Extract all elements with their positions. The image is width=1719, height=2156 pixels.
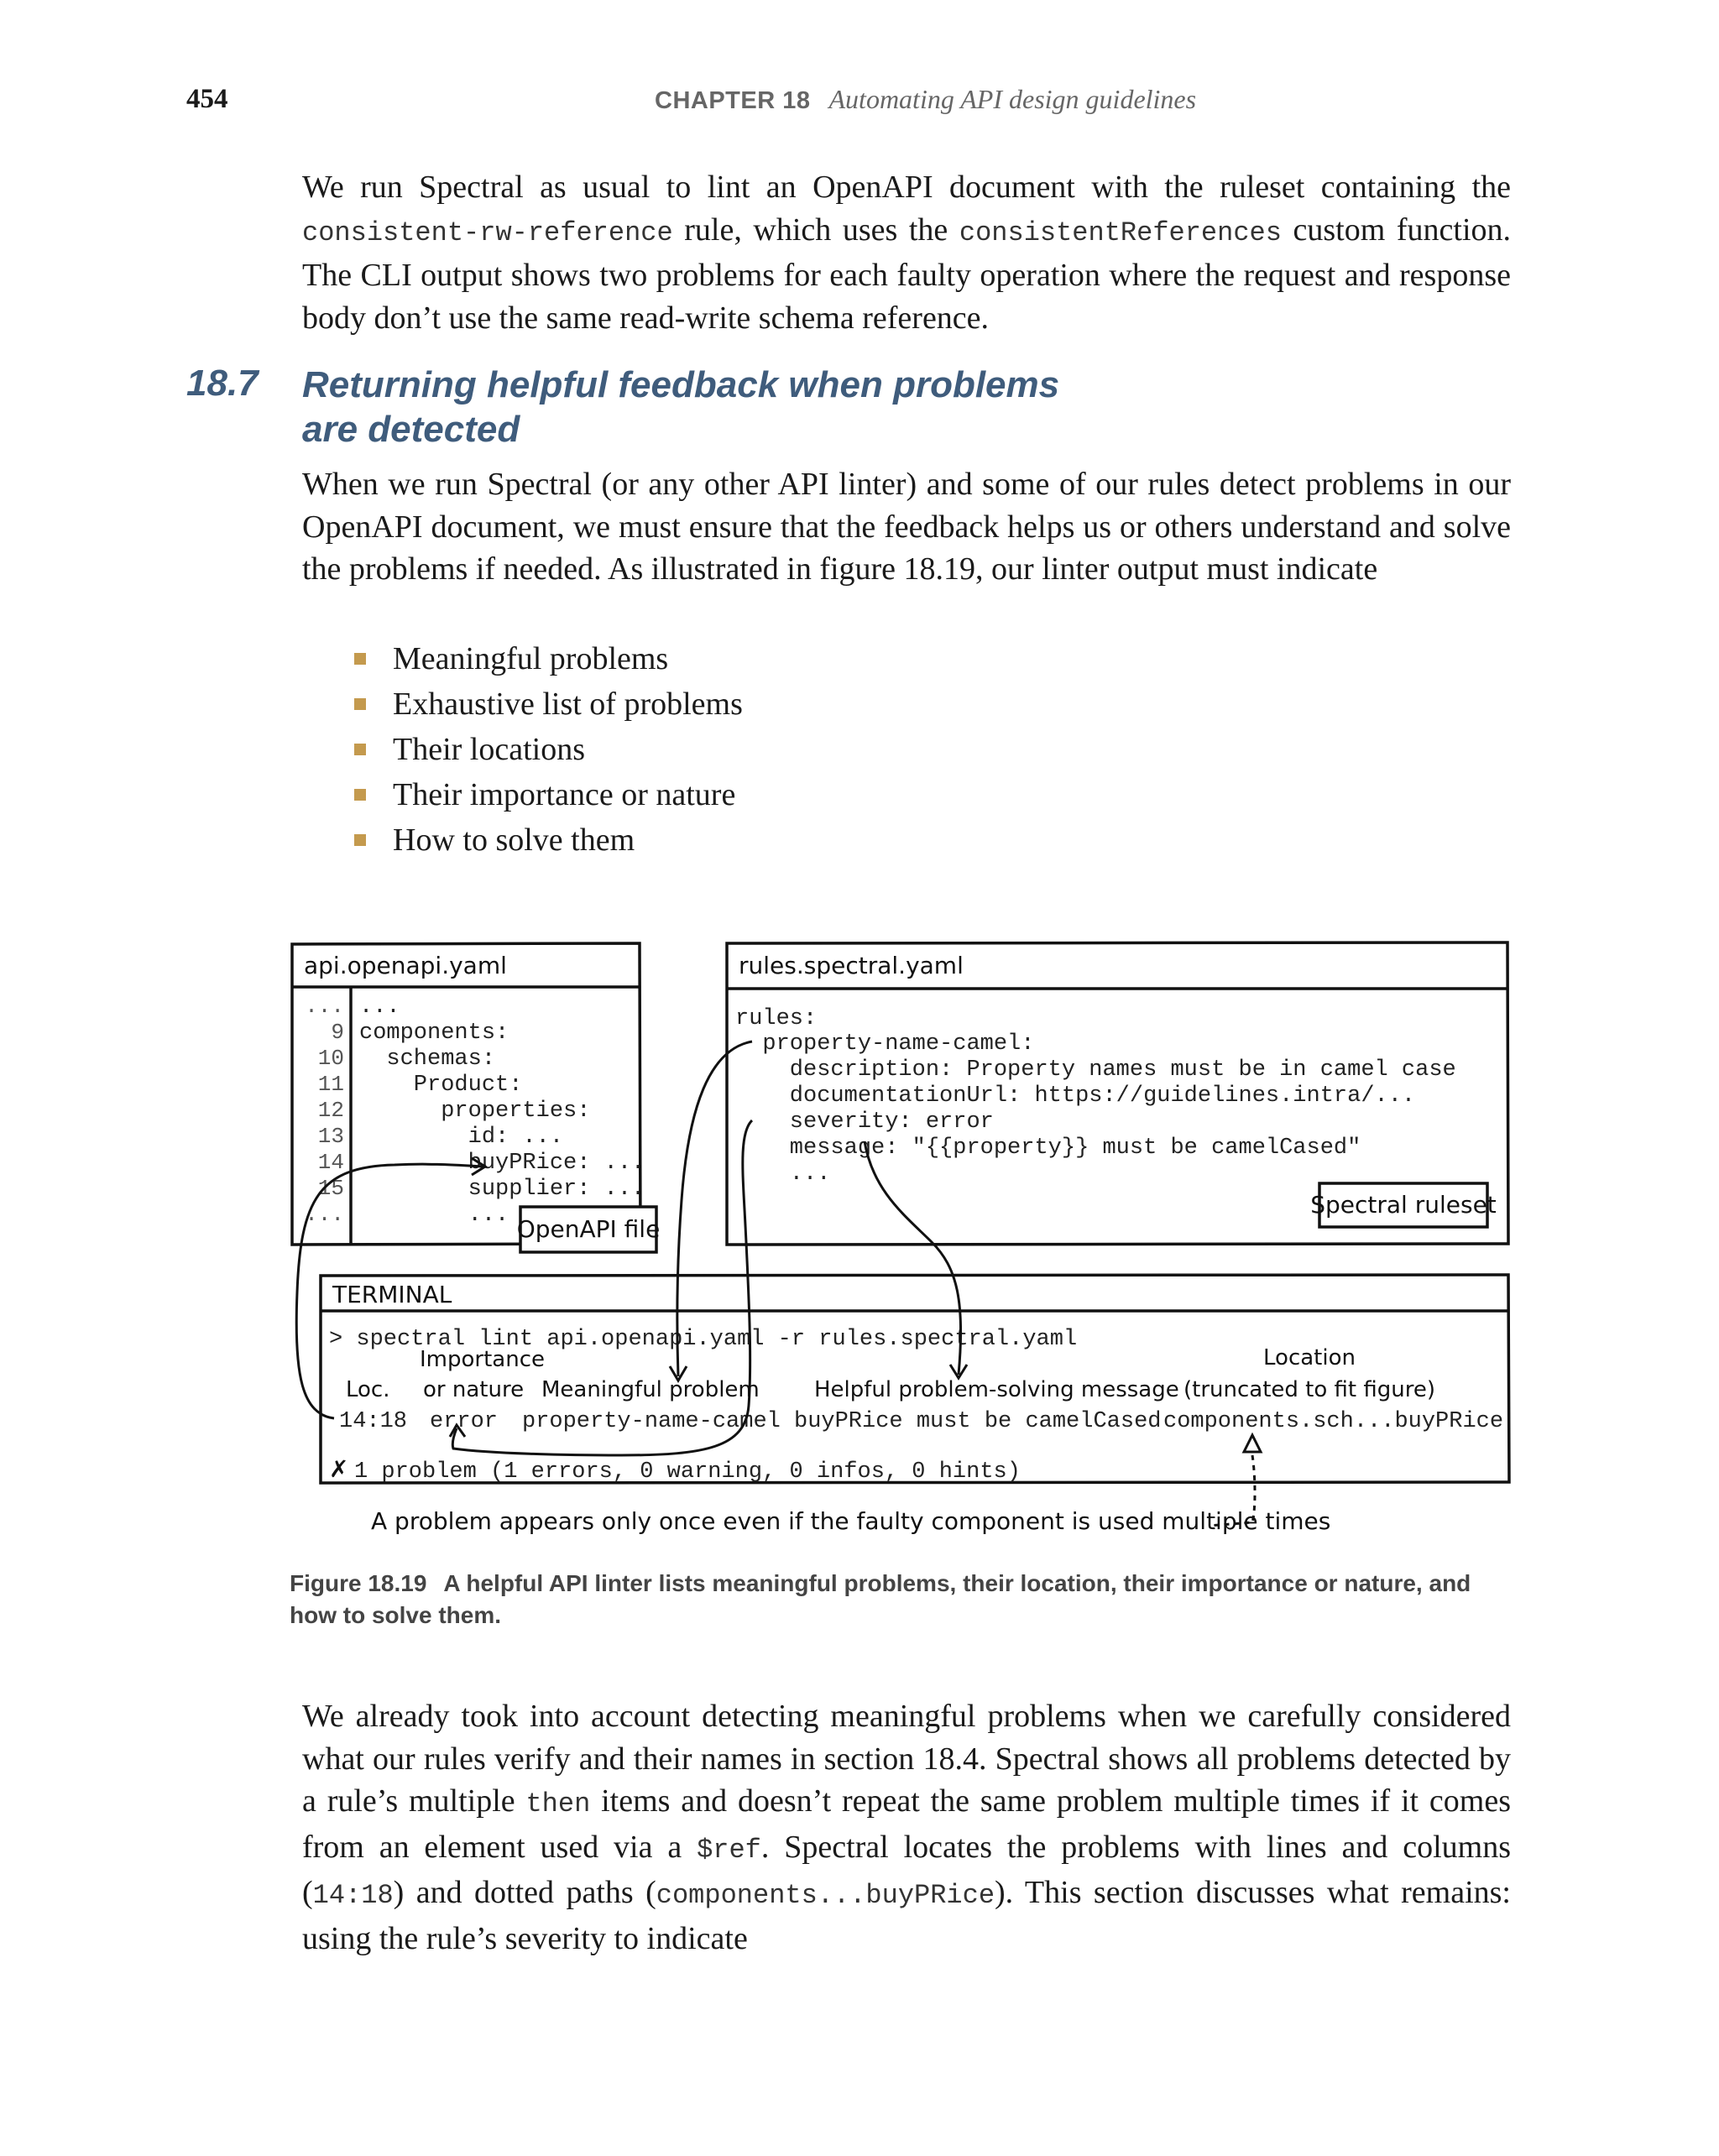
- openapi-line-numbers: [305, 994, 344, 1227]
- line-number: 14: [317, 1150, 344, 1175]
- code-line: supplier: ...: [359, 1177, 645, 1202]
- code-line: Product:: [359, 1073, 523, 1098]
- result-path: components.sch...buyPRice: [1163, 1409, 1504, 1434]
- line-number: 13: [317, 1124, 344, 1149]
- column-problem: Meaningful problem: [541, 1377, 760, 1402]
- code-line: schemas:: [359, 1047, 496, 1072]
- column-message: Helpful problem-solving message: [814, 1377, 1179, 1402]
- ruleset-panel: [727, 942, 1508, 1245]
- bullet-list: [351, 636, 743, 863]
- square-bullet-icon: [354, 744, 366, 755]
- openapi-file-label: OpenAPI file: [516, 1215, 661, 1243]
- square-bullet-icon: [354, 789, 366, 801]
- intro-text-2: rule, which uses the: [672, 211, 959, 248]
- line-number: 15: [317, 1176, 344, 1201]
- ruleset-file-title: rules.spectral.yaml: [739, 952, 964, 979]
- chapter-title: Automating API design guidelines: [828, 84, 1197, 114]
- square-bullet-icon: [354, 698, 366, 710]
- result-loc: 14:18: [339, 1409, 408, 1434]
- list-item: How to solve them: [351, 817, 743, 863]
- column-importance-1: Importance: [420, 1347, 545, 1372]
- code-line: buyPRice: ...: [359, 1151, 645, 1176]
- list-item: Exhaustive list of problems: [351, 681, 743, 727]
- code-line: properties:: [359, 1099, 591, 1124]
- ruleset-label: Spectral ruleset: [1310, 1191, 1497, 1219]
- ruleset-line: rules:: [735, 1006, 818, 1031]
- intro-text-3: custom function. The CLI output shows two problems for each faulty operation where the request and response body don’t use the same read-write schema reference.: [302, 211, 1511, 336]
- terminal-command: > spectral lint api.openapi.yaml -r rules.spectral.yaml: [329, 1327, 1078, 1352]
- figure-caption: [290, 1568, 1507, 1631]
- ruleset-line: documentationUrl: https://guidelines.intra/...: [735, 1083, 1416, 1109]
- result-severity: error: [430, 1409, 499, 1434]
- line-number: ...: [305, 1202, 344, 1227]
- square-bullet-icon: [354, 653, 366, 665]
- code-path: components...buyPRice: [656, 1880, 995, 1911]
- openapi-code: [359, 994, 645, 1228]
- code-ref: $ref: [697, 1834, 761, 1866]
- code-line: ...: [359, 1203, 509, 1228]
- ruleset-line: property-name-camel:: [735, 1031, 1035, 1057]
- code-then: then: [525, 1788, 591, 1819]
- intro-code-function: consistentReferences: [959, 217, 1282, 248]
- code-location: 14:18: [312, 1880, 394, 1911]
- line-number: ...: [305, 994, 344, 1019]
- list-item: Their importance or nature: [351, 772, 743, 817]
- section-paragraph: When we run Spectral (or any other API linter) and some of our rules detect problems in our OpenAPI document, we must ensure that the feedback helps us or others understand and solve the problems if needed. As illustrated in figure 18.19, our linter output must indicate: [302, 467, 1511, 587]
- openapi-file-panel: [292, 943, 660, 1252]
- line-number: 10: [317, 1046, 344, 1071]
- intro-code-rule: consistent-rw-reference: [302, 217, 673, 248]
- ruleset-line: severity: error: [735, 1109, 994, 1135]
- code-line: components:: [359, 1021, 509, 1046]
- code-line: id: ...: [359, 1125, 564, 1150]
- column-location-2: (truncated to fit figure): [1183, 1377, 1435, 1402]
- chapter-label: CHAPTER 18: [655, 87, 811, 114]
- section-title-line-1: Returning helpful feedback when problems: [302, 364, 1060, 405]
- section-title-line-2: are detected: [302, 409, 520, 450]
- figure-18-19: [285, 923, 1528, 1561]
- result-message: buyPRice must be camelCased: [794, 1409, 1162, 1434]
- list-item: Their locations: [351, 727, 743, 772]
- ruleset-line: description: Property names must be in camel case: [735, 1057, 1456, 1083]
- intro-paragraph: [302, 166, 1511, 339]
- page-number: 454: [186, 84, 228, 114]
- section-number: 18.7: [186, 363, 259, 404]
- section-title: [302, 363, 1309, 452]
- code-line: ...: [359, 994, 400, 1020]
- ruleset-line: ...: [735, 1162, 831, 1187]
- figure-note: A problem appears only once even if the faulty component is used multiple times: [371, 1507, 1331, 1535]
- terminal-summary: 1 problem (1 errors, 0 warning, 0 infos, 0 hints): [354, 1459, 1021, 1485]
- line-number: 11: [317, 1072, 344, 1097]
- figure-caption-label: Figure 18.19: [290, 1570, 427, 1596]
- column-importance-2: or nature: [423, 1377, 525, 1402]
- line-number: 9: [331, 1020, 344, 1045]
- result-rule: property-name-camel: [522, 1409, 781, 1434]
- line-number: 12: [317, 1098, 344, 1123]
- intro-text-1: We run Spectral as usual to lint an OpenAPI document with the ruleset containing the: [302, 170, 1511, 205]
- list-item: Meaningful problems: [351, 636, 743, 681]
- column-loc: Loc.: [346, 1377, 390, 1402]
- ruleset-line: message: "{{property}} must be camelCased": [735, 1135, 1361, 1161]
- running-head: [655, 84, 1196, 115]
- square-bullet-icon: [354, 834, 366, 846]
- column-location-1: Location: [1263, 1345, 1356, 1370]
- terminal-title: TERMINAL: [332, 1281, 452, 1308]
- figure-caption-text: A helpful API linter lists meaningful problems, their location, their importance or nature, and how to solve them.: [290, 1570, 1471, 1628]
- error-x-icon: ✗: [329, 1455, 349, 1483]
- openapi-file-title: api.openapi.yaml: [304, 952, 507, 979]
- closing-paragraph: We already took into account detecting meaningful problems when we carefully considered what our rules verify and their names in section 18.4. Spectral shows all problems detected by a rule’s multiple then items and doesn’t repeat the same problem multiple times if it comes from an element used via a $ref. Spectral locates the problems with lines and columns (14:18) and dotted paths (components...buyPRice). This section discusses what remains: using the rule’s severity to indicate: [302, 1699, 1511, 1956]
